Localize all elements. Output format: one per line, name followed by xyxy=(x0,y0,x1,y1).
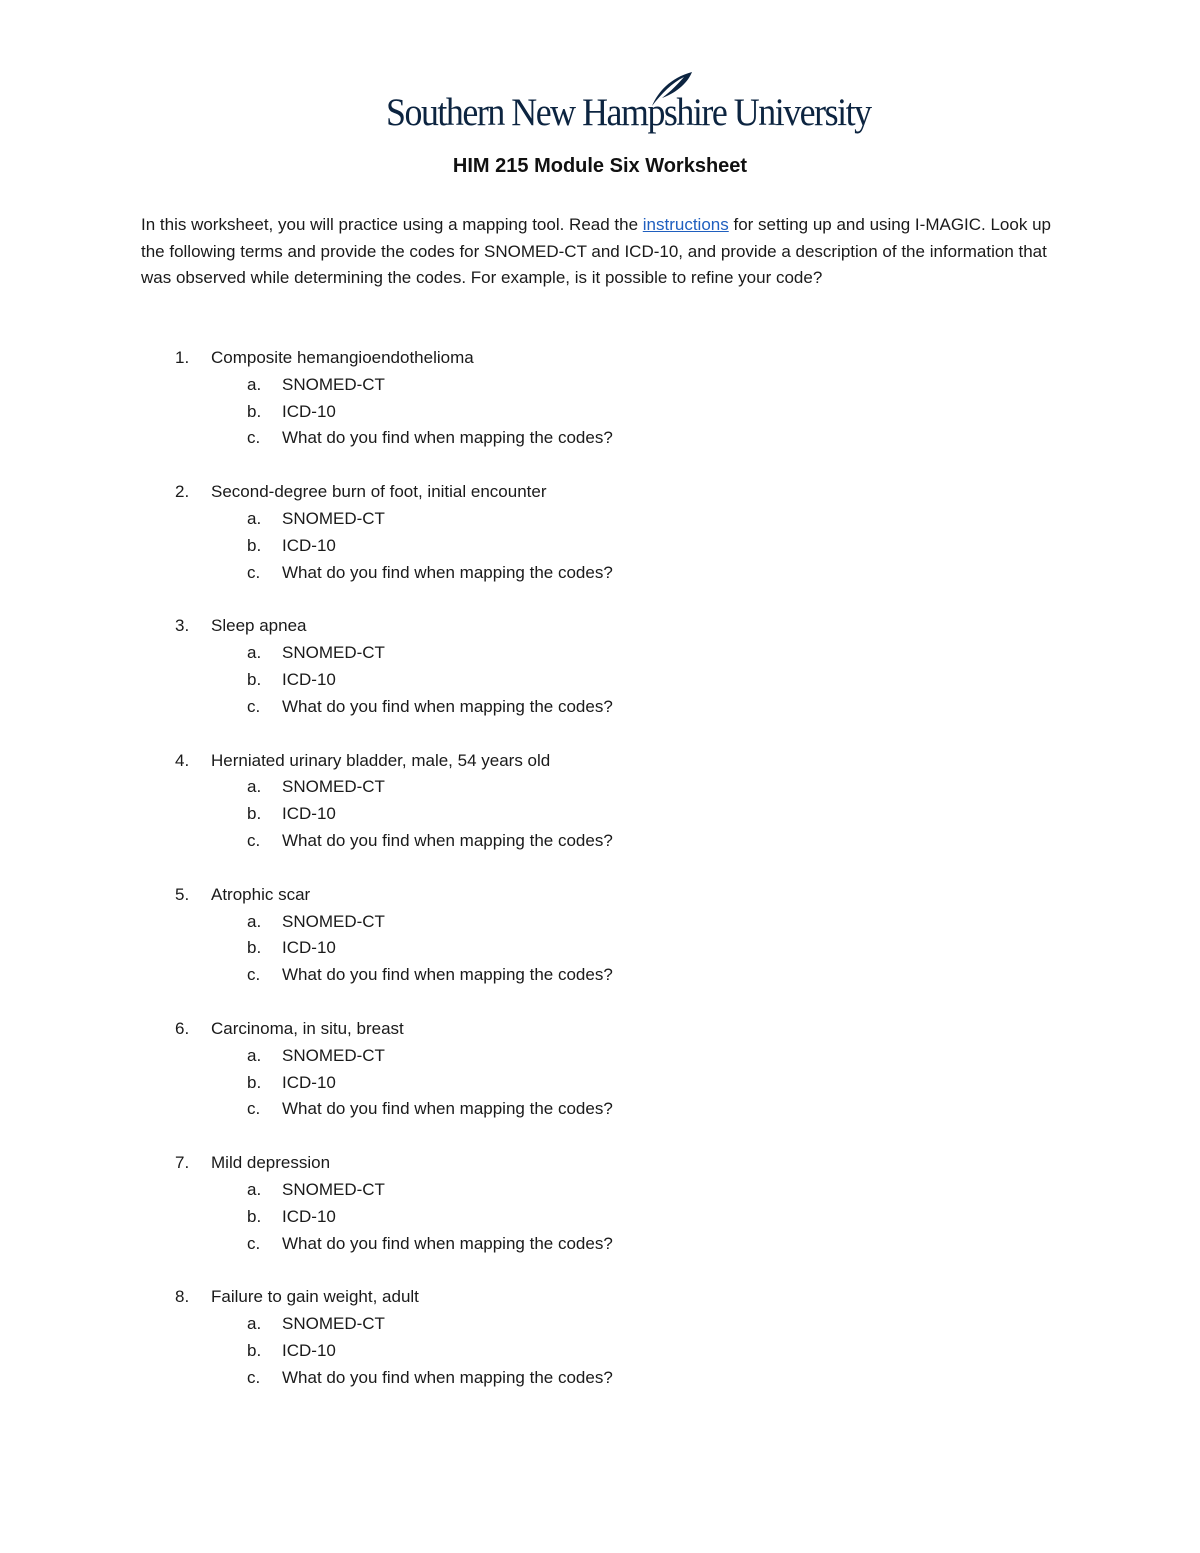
question-list xyxy=(141,345,1041,1419)
sub-item-letter: c. xyxy=(247,562,261,582)
sub-item xyxy=(141,1096,1041,1123)
sub-item-text: ICD-10 xyxy=(282,1340,336,1360)
sub-item xyxy=(141,962,1041,989)
question-item xyxy=(141,1284,1041,1418)
sub-item xyxy=(141,1231,1041,1258)
question-term: Mild depression xyxy=(211,1153,331,1173)
intro-text-after: for setting up and using I-MAGIC. Look up the following terms and provide the codes for SNOMED-CT and ICD-10, and provide a description of the information that was observed while determining the codes. For example, is it possible to refine your code? xyxy=(141,215,1051,288)
sub-item xyxy=(141,667,1041,694)
question-term: Sleep apnea xyxy=(211,616,307,636)
sub-item xyxy=(141,1311,1041,1338)
sub-item-letter: b. xyxy=(247,669,262,689)
sub-item-letter: a. xyxy=(247,643,262,663)
instructions-link[interactable]: instructions xyxy=(642,215,729,234)
sub-item-letter: c. xyxy=(247,1367,261,1387)
sub-item-text: What do you find when mapping the codes? xyxy=(282,428,613,448)
sub-item-text: What do you find when mapping the codes? xyxy=(282,965,613,985)
sub-item-letter: b. xyxy=(247,1206,262,1226)
sub-item xyxy=(141,1070,1041,1097)
sub-item-letter: a. xyxy=(247,1045,262,1065)
question-term-line xyxy=(141,748,1041,775)
sub-item-letter: a. xyxy=(247,1314,262,1334)
sub-item-text: SNOMED-CT xyxy=(282,1045,385,1065)
sub-item xyxy=(141,399,1041,426)
sub-item xyxy=(141,1365,1041,1392)
sub-item xyxy=(141,425,1041,452)
question-term-line xyxy=(141,479,1041,506)
sub-item xyxy=(141,801,1041,828)
sub-item-text: What do you find when mapping the codes? xyxy=(282,562,613,582)
sub-item xyxy=(141,909,1041,936)
sub-item-letter: a. xyxy=(247,911,262,931)
sub-item xyxy=(141,1177,1041,1204)
sub-item-letter: c. xyxy=(247,428,261,448)
sub-item-text: ICD-10 xyxy=(282,804,336,824)
question-term-line xyxy=(141,613,1041,640)
sub-item-text: SNOMED-CT xyxy=(282,777,385,797)
sub-item-text: ICD-10 xyxy=(282,535,336,555)
sub-item-letter: a. xyxy=(247,777,262,797)
question-term-line xyxy=(141,882,1041,909)
intro-text-before: In this worksheet, you will practice using a mapping tool. Read the xyxy=(141,215,643,234)
question-number: 7. xyxy=(175,1153,190,1173)
sub-item xyxy=(141,372,1041,399)
sub-item-letter: a. xyxy=(247,1179,262,1199)
university-logo xyxy=(386,70,871,142)
sub-item-text: SNOMED-CT xyxy=(282,1314,385,1334)
question-number: 3. xyxy=(175,616,190,636)
question-term-line xyxy=(141,345,1041,372)
question-term: Herniated urinary bladder, male, 54 years old xyxy=(211,750,551,770)
sub-item-letter: c. xyxy=(247,696,261,716)
sub-item-letter: c. xyxy=(247,830,261,850)
sub-item-text: SNOMED-CT xyxy=(282,911,385,931)
sub-item-text: What do you find when mapping the codes? xyxy=(282,696,613,716)
sub-item-text: What do you find when mapping the codes? xyxy=(282,1233,613,1253)
logo-wordmark: Southern New Hampshire University xyxy=(386,91,871,134)
question-term: Composite hemangioendothelioma xyxy=(211,348,474,367)
sub-item-text: What do you find when mapping the codes? xyxy=(282,1099,613,1119)
question-number: 2. xyxy=(175,482,190,502)
sub-item xyxy=(141,1338,1041,1365)
question-term-line xyxy=(141,1150,1041,1177)
question-item xyxy=(141,1016,1041,1150)
sub-item-letter: b. xyxy=(247,1072,262,1092)
sub-item-text: SNOMED-CT xyxy=(282,374,385,394)
sub-item xyxy=(141,1204,1041,1231)
sub-item-text: ICD-10 xyxy=(282,938,336,958)
sub-item xyxy=(141,506,1041,533)
question-number: 8. xyxy=(175,1287,190,1307)
question-term: Second-degree burn of foot, initial encounter xyxy=(211,482,547,502)
question-item xyxy=(141,1150,1041,1284)
question-term-line xyxy=(141,1016,1041,1043)
sub-item xyxy=(141,774,1041,801)
sub-item-text: ICD-10 xyxy=(282,1206,336,1226)
sub-item-letter: c. xyxy=(247,965,261,985)
question-term: Atrophic scar xyxy=(211,884,311,904)
question-term: Failure to gain weight, adult xyxy=(211,1287,419,1307)
sub-item-letter: c. xyxy=(247,1099,261,1119)
sub-item-letter: c. xyxy=(247,1233,261,1253)
question-term-line xyxy=(141,1284,1041,1311)
question-item xyxy=(141,882,1041,1016)
sub-item-letter: a. xyxy=(247,508,262,528)
sub-item xyxy=(141,1043,1041,1070)
question-number: 4. xyxy=(175,750,190,770)
question-number: 1. xyxy=(175,348,190,367)
sub-item-letter: a. xyxy=(247,374,262,394)
sub-item-letter: b. xyxy=(247,938,262,958)
sub-item-text: What do you find when mapping the codes? xyxy=(282,830,613,850)
sub-item-letter: b. xyxy=(247,804,262,824)
sub-item xyxy=(141,935,1041,962)
sub-item-letter: b. xyxy=(247,401,262,421)
sub-item xyxy=(141,694,1041,721)
question-item xyxy=(141,613,1041,747)
sub-item xyxy=(141,560,1041,587)
sub-item-text: ICD-10 xyxy=(282,401,336,421)
question-term: Carcinoma, in situ, breast xyxy=(211,1018,404,1038)
sub-item xyxy=(141,533,1041,560)
sub-item-letter: b. xyxy=(247,535,262,555)
sub-item xyxy=(141,640,1041,667)
sub-item-text: SNOMED-CT xyxy=(282,1179,385,1199)
sub-item-letter: b. xyxy=(247,1340,262,1360)
sub-item-text: SNOMED-CT xyxy=(282,643,385,663)
page-title: HIM 215 Module Six Worksheet xyxy=(452,155,748,177)
sub-item-text: SNOMED-CT xyxy=(282,508,385,528)
question-number: 6. xyxy=(175,1018,190,1038)
sub-item-text: ICD-10 xyxy=(282,669,336,689)
question-item xyxy=(141,479,1041,613)
sub-item-text: ICD-10 xyxy=(282,1072,336,1092)
question-item xyxy=(141,345,1041,479)
question-number: 5. xyxy=(175,884,190,904)
sub-item-text: What do you find when mapping the codes? xyxy=(282,1367,613,1387)
question-item xyxy=(141,748,1041,882)
sub-item xyxy=(141,828,1041,855)
intro-paragraph xyxy=(141,212,1066,292)
